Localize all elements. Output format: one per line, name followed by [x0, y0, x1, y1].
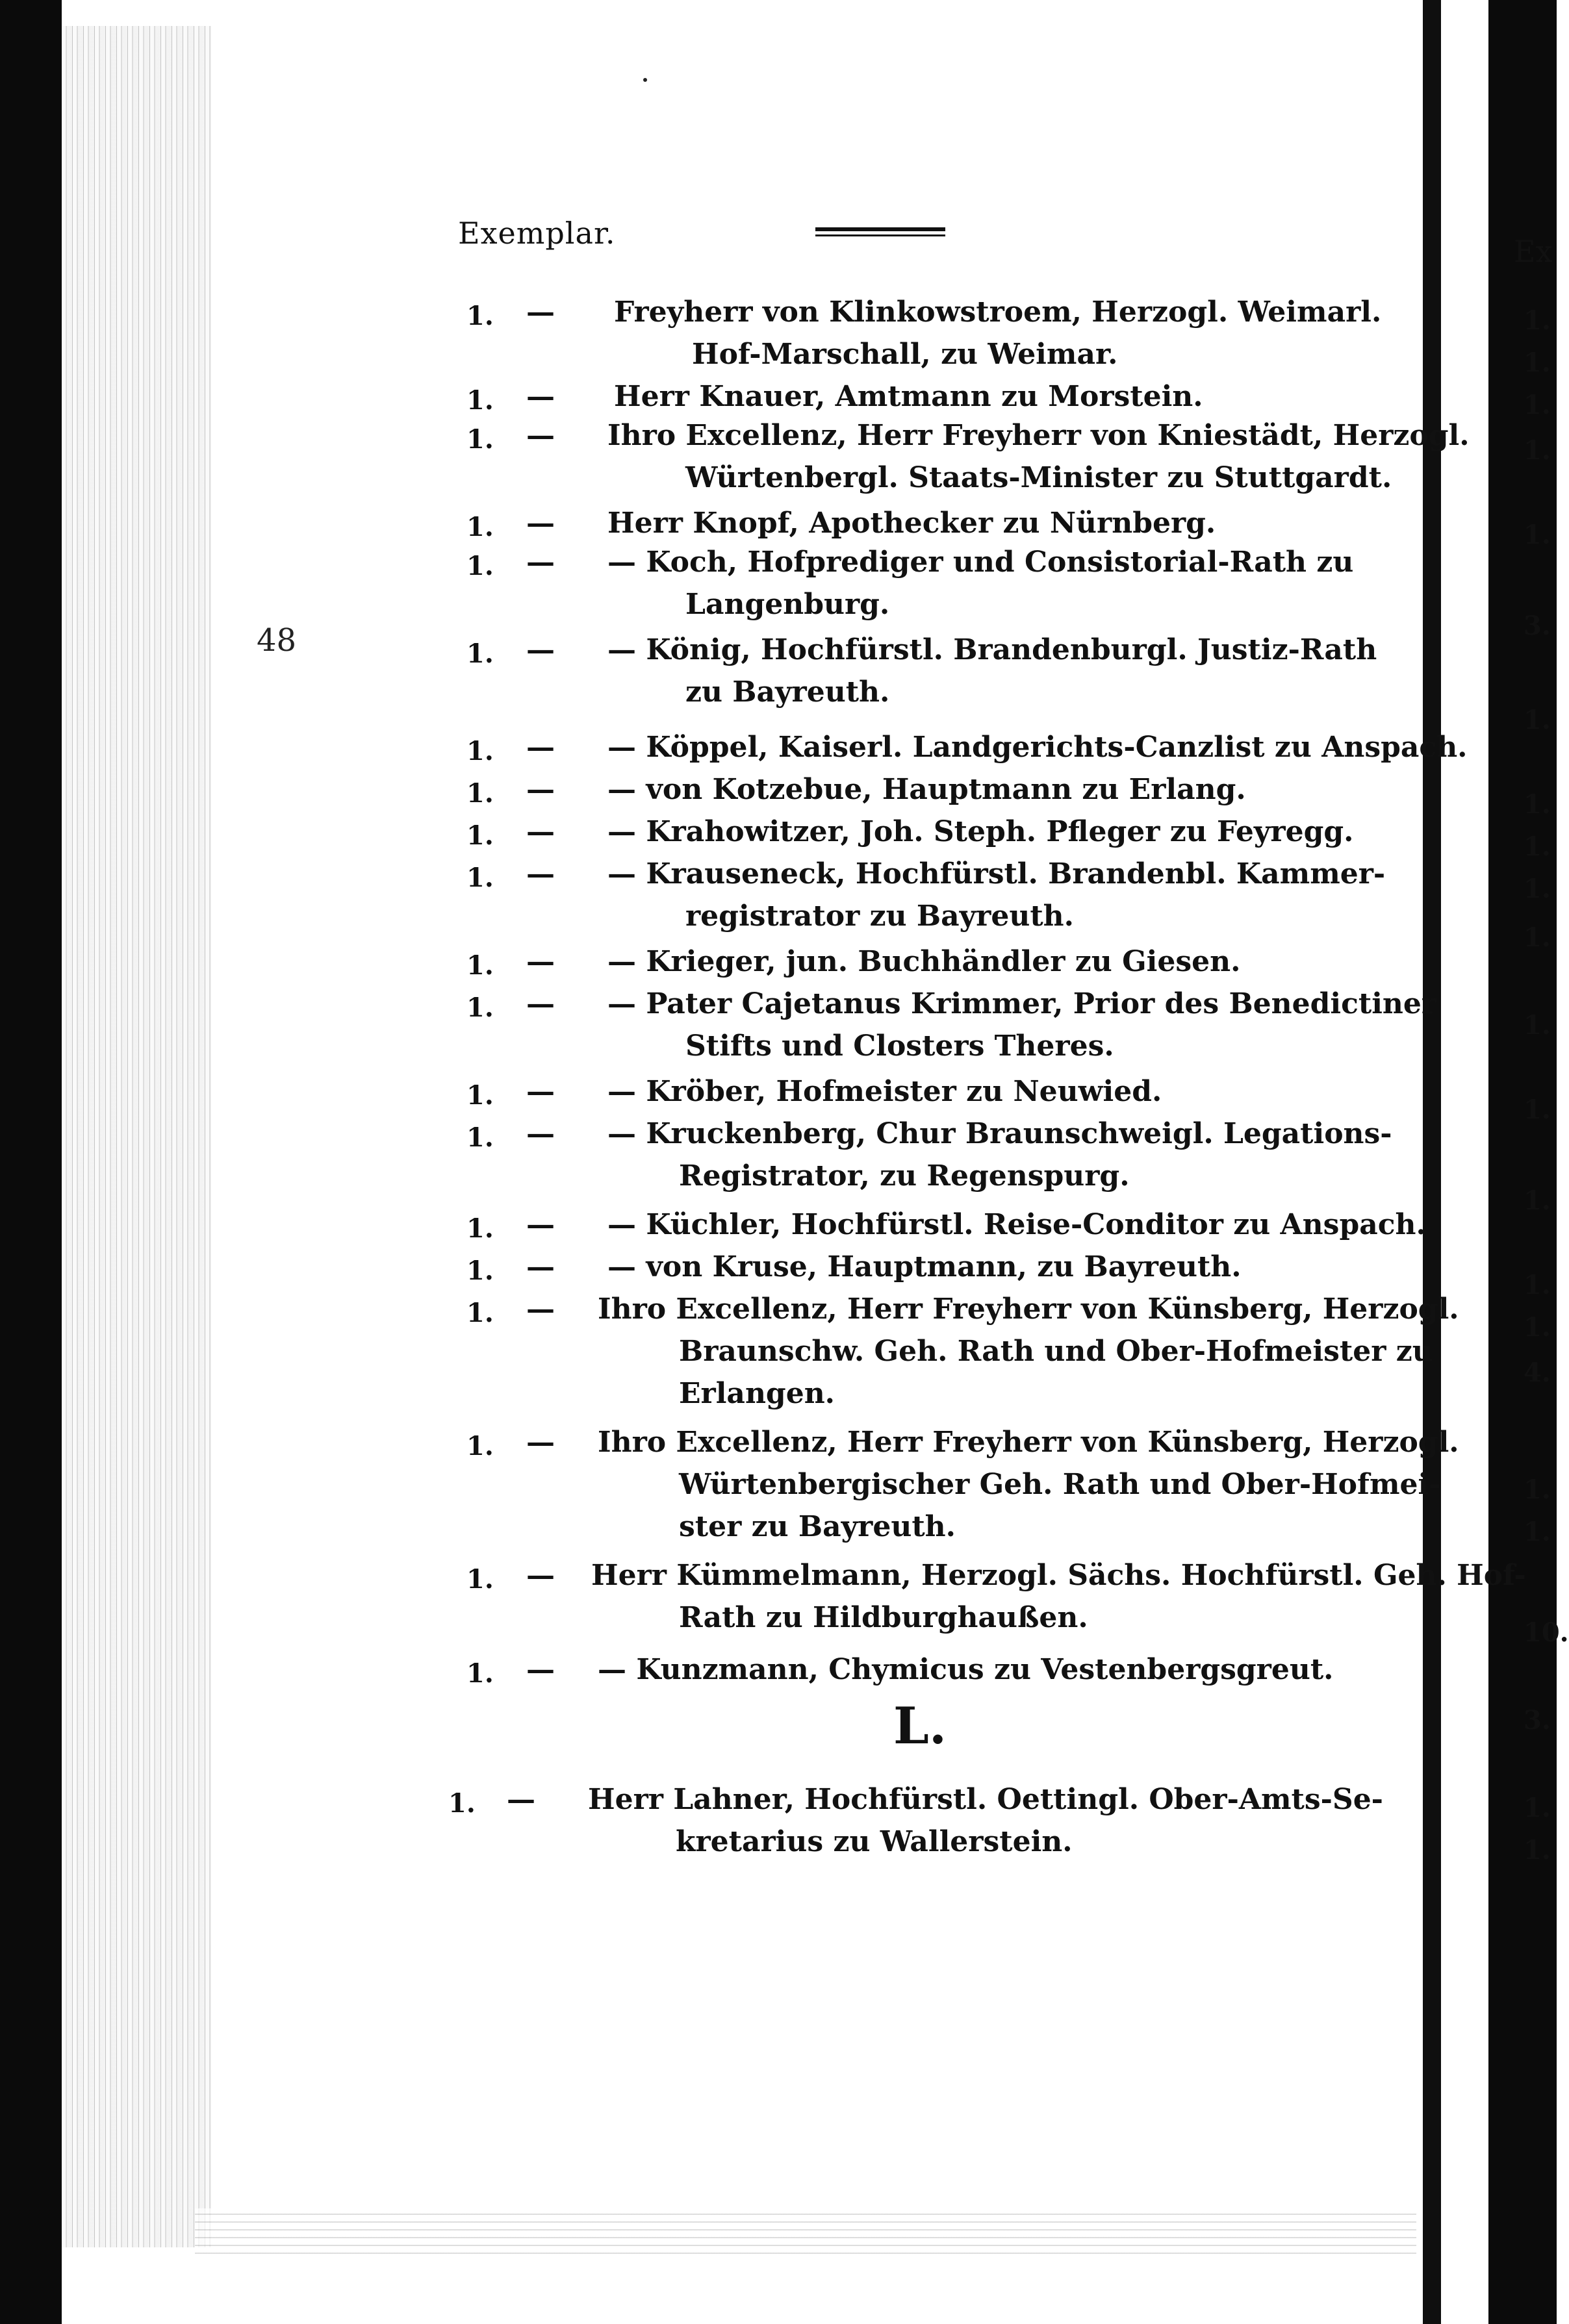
ditto-dash: —	[526, 419, 555, 452]
right-page-count: 1.	[1524, 1185, 1551, 1216]
exemplar-count: 1.	[466, 385, 494, 416]
ditto-dash: —	[526, 633, 555, 666]
ditto-dash: —	[526, 1117, 555, 1150]
right-page-count: 1.	[1524, 1010, 1551, 1041]
ditto-dash: —	[526, 296, 555, 329]
subscriber-entry-continuation: Braunschw. Geh. Rath und Ober-Hofmeister zu	[679, 1335, 1433, 1368]
exemplar-count: 1.	[466, 301, 494, 331]
subscriber-entry: Herr Knopf, Apothecker zu Nürnberg.	[607, 507, 1216, 540]
ditto-dash: —	[526, 380, 555, 413]
ditto-dash: —	[526, 1559, 555, 1592]
right-page-count: 4.	[1524, 1358, 1551, 1388]
subscriber-entry: — Pater Cajetanus Krimmer, Prior des Benedictiner	[607, 987, 1437, 1020]
ditto-dash: —	[526, 1208, 555, 1241]
ditto-dash: —	[526, 731, 555, 764]
ditto-dash: —	[526, 987, 555, 1020]
paper-edge-bottom	[195, 2208, 1416, 2260]
right-page-count: 10.	[1524, 1617, 1569, 1648]
ditto-dash: —	[526, 815, 555, 848]
right-page-count: 1.	[1524, 347, 1551, 378]
exemplar-count: 1.	[466, 1256, 494, 1286]
subscriber-entry: — Krieger, jun. Buchhändler zu Giesen.	[607, 945, 1241, 978]
right-page-count: 1.	[1524, 922, 1551, 953]
exemplar-count: 1.	[466, 1431, 494, 1461]
exemplar-count: 1.	[466, 992, 494, 1023]
scan-border-left	[0, 0, 62, 2324]
exemplar-count: 1.	[466, 736, 494, 766]
header-rule	[815, 227, 945, 236]
subscriber-entry: Ihro Excellenz, Herr Freyherr von Kniestädt, Herzogl.	[607, 419, 1470, 452]
exemplar-count: 1.	[466, 638, 494, 669]
section-letter-l: L.	[893, 1697, 947, 1756]
exemplar-count: 1.	[466, 1122, 494, 1153]
right-page-count: 1.	[1524, 1835, 1551, 1865]
right-page-count: 3.	[1524, 611, 1551, 641]
ditto-dash: —	[526, 1653, 555, 1686]
ditto-dash: —	[507, 1783, 535, 1816]
subscriber-entry: — Küchler, Hochfürstl. Reise-Conditor zu Anspach.	[607, 1208, 1426, 1241]
right-page-count: 1.	[1524, 1793, 1551, 1823]
exemplar-count: 1.	[466, 512, 494, 542]
subscriber-entry: — von Kruse, Hauptmann, zu Bayreuth.	[607, 1250, 1242, 1283]
exemplar-count: 1.	[466, 1658, 494, 1689]
subscriber-entry: — Krauseneck, Hochfürstl. Brandenbl. Kammer-	[607, 857, 1386, 890]
ditto-dash: —	[526, 1293, 555, 1326]
ditto-dash: —	[526, 857, 555, 890]
subscriber-entry: — Koch, Hofprediger und Consistorial-Rath zu	[607, 546, 1354, 579]
subscriber-entry: — Krahowitzer, Joh. Steph. Pfleger zu Feyregg.	[607, 815, 1354, 848]
right-page-count: 1.	[1524, 390, 1551, 420]
subscriber-entry: Herr Lahner, Hochfürstl. Oettingl. Ober-Amts-Se-	[588, 1783, 1383, 1816]
ditto-dash: —	[526, 507, 555, 540]
subscriber-entry: — König, Hochfürstl. Brandenburgl. Justiz-Rath	[607, 633, 1377, 666]
right-page-count: 1.	[1524, 305, 1551, 336]
exemplar-count: 1.	[466, 1298, 494, 1328]
exemplar-count: 1.	[466, 424, 494, 455]
subscriber-entry-continuation: Hof-Marschall, zu Weimar.	[692, 338, 1118, 371]
book-gutter	[1423, 0, 1441, 2324]
subscriber-entry: Freyherr von Klinkowstroem, Herzogl. Weimarl.	[614, 296, 1382, 329]
speck	[643, 78, 647, 82]
subscriber-entry-continuation: Langenburg.	[685, 588, 890, 621]
right-page-count: 1.	[1524, 831, 1551, 862]
subscriber-entry-continuation: registrator zu Bayreuth.	[685, 900, 1074, 933]
ditto-dash: —	[526, 773, 555, 806]
exemplar-count: 1.	[466, 1213, 494, 1244]
subscriber-entry: — Kröber, Hofmeister zu Neuwied.	[607, 1075, 1162, 1108]
right-page-count: 1.	[1524, 1517, 1551, 1547]
subscriber-entry-continuation: Rath zu Hildburghaußen.	[679, 1601, 1088, 1634]
exemplar-count: 1.	[466, 820, 494, 851]
column-header-exemplar: Exemplar.	[458, 216, 616, 251]
exemplar-count: 1.	[466, 950, 494, 981]
exemplar-count: 1.	[466, 1080, 494, 1111]
exemplar-count: 1.	[466, 551, 494, 581]
next-page-strip	[1441, 0, 1488, 2324]
subscriber-entry-continuation: Stifts und Closters Theres.	[685, 1029, 1114, 1063]
right-page-header: Ex	[1514, 234, 1553, 269]
right-page-count: 1.	[1524, 1270, 1551, 1300]
ditto-dash: —	[526, 1075, 555, 1108]
subscriber-entry: — von Kotzebue, Hauptmann zu Erlang.	[607, 773, 1246, 806]
right-page-count: 1.	[1524, 1474, 1551, 1505]
subscriber-entry-continuation: kretarius zu Wallerstein.	[676, 1825, 1073, 1858]
ditto-dash: —	[526, 1250, 555, 1283]
exemplar-count: 1.	[466, 778, 494, 809]
right-page-count: 3.	[1524, 1705, 1551, 1736]
subscriber-entry: — Kruckenberg, Chur Braunschweigl. Legations-	[607, 1117, 1392, 1150]
paper-edge-left	[62, 26, 211, 2247]
exemplar-count: 1.	[448, 1788, 476, 1819]
subscriber-entry-continuation: zu Bayreuth.	[685, 676, 890, 709]
right-page-count: 1.	[1524, 1094, 1551, 1125]
ditto-dash: —	[526, 945, 555, 978]
ditto-dash: —	[526, 546, 555, 579]
right-page-count: 1.	[1524, 1312, 1551, 1343]
right-page-count: 1.	[1524, 435, 1551, 466]
subscriber-entry-continuation: Würtenbergischer Geh. Rath und Ober-Hofmei-	[679, 1468, 1441, 1501]
exemplar-count: 1.	[466, 863, 494, 893]
right-page-count: 1.	[1524, 789, 1551, 820]
subscriber-entry: Herr Knauer, Amtmann zu Morstein.	[614, 380, 1203, 413]
right-page-count: 1.	[1524, 874, 1551, 904]
subscriber-entry-continuation: Würtenbergl. Staats-Minister zu Stuttgardt.	[685, 461, 1392, 494]
right-page-count: 1.	[1524, 520, 1551, 550]
margin-mark: 48	[257, 622, 297, 659]
subscriber-entry: Ihro Excellenz, Herr Freyherr von Künsberg, Herzogl.	[598, 1293, 1459, 1326]
subscriber-entry: — Kunzmann, Chymicus zu Vestenbergsgreut.	[598, 1653, 1334, 1686]
subscriber-entry-continuation: Erlangen.	[679, 1377, 836, 1410]
exemplar-count: 1.	[466, 1564, 494, 1595]
right-page-count: 1.	[1524, 705, 1551, 735]
subscriber-entry: Herr Kümmelmann, Herzogl. Sächs. Hochfürstl. Geh. Hof-	[591, 1559, 1526, 1592]
ditto-dash: —	[526, 1426, 555, 1459]
subscriber-entry-continuation: Registrator, zu Regenspurg.	[679, 1159, 1130, 1193]
subscriber-entry: Ihro Excellenz, Herr Freyherr von Künsberg, Herzogl.	[598, 1426, 1459, 1459]
subscriber-entry: — Köppel, Kaiserl. Landgerichts-Canzlist zu Anspach.	[607, 731, 1468, 764]
subscriber-entry-continuation: ster zu Bayreuth.	[679, 1510, 956, 1543]
